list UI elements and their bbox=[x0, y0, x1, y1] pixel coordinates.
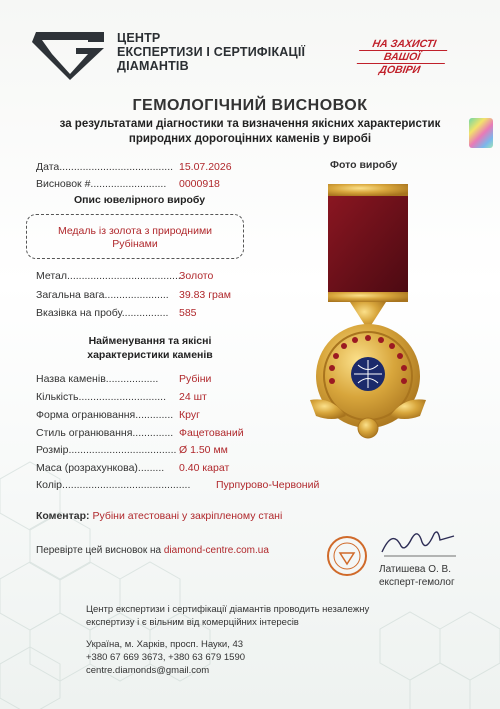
item-description-heading: Опис ювелірного виробу bbox=[74, 194, 206, 206]
document-title: ГЕМОЛОГІЧНИЙ ВИСНОВОК bbox=[132, 97, 368, 114]
footer-note: Центр експертизи і сертифікації діамантів проводить незалежну експертизу і є вільним від комерційних інтересів bbox=[86, 604, 370, 628]
mass-row: Маса (розрахункова)......... 0.40 карат bbox=[36, 462, 230, 474]
cut-style-row: Стиль огранювання.............. Фацетований bbox=[36, 427, 244, 439]
slogan: НА ЗАХИСТІ ВАШОЇ ДОВІРИ bbox=[353, 38, 452, 76]
verify-website-link[interactable]: diamond-centre.com.ua bbox=[163, 545, 269, 556]
diamond-logo-icon bbox=[30, 28, 110, 82]
contacts bbox=[86, 638, 245, 677]
hallmark-row: Вказівка на пробу................ 585 bbox=[36, 307, 197, 319]
date-value: 15.07.2026 bbox=[179, 161, 232, 173]
item-description-box: Медаль із золота з природними Рубінами bbox=[26, 214, 244, 259]
number-row: Висновок #.......................... 0000918 bbox=[36, 178, 220, 190]
size-row: Розмір..................................... Ø 1.50 мм bbox=[36, 444, 228, 456]
seal-stamp-icon bbox=[326, 535, 368, 577]
number-value: 0000918 bbox=[179, 178, 220, 190]
signer-name: Латишева О. В. bbox=[379, 564, 451, 575]
phones: +380 67 669 3673, +380 63 679 1590 bbox=[86, 652, 246, 663]
weight-row: Загальна вага...................... 39.83 грам bbox=[36, 289, 231, 301]
document-subtitle: за результатами діагностики та визначення якісних характеристик природних дорогоцінних каменів у виробі bbox=[59, 118, 441, 145]
color-row: Колір............................................ Пурпурово-Червоний bbox=[36, 479, 320, 491]
metal-row: Метал........................................ Золото bbox=[36, 270, 214, 282]
email-link[interactable]: centre.diamonds@gmail.com bbox=[86, 665, 210, 676]
address: Україна, м. Харків, просп. Науки, 43 bbox=[86, 639, 244, 650]
stones-heading: Найменування та якісні характеристики каменів bbox=[87, 335, 213, 361]
signer-role: експерт-гемолог bbox=[379, 577, 455, 588]
photo-label: Фото виробу bbox=[330, 159, 398, 171]
comment-row: Коментар: Рубіни атестовані у закріпленому стані bbox=[36, 510, 283, 522]
medal-photo bbox=[302, 170, 440, 455]
signer-block bbox=[379, 563, 455, 589]
stone-name-row: Назва каменів.................. Рубіни bbox=[36, 373, 212, 385]
organization-name: ЦЕНТР ЕКСПЕРТИЗИ І СЕРТИФІКАЦІЇ ДІАМАНТІВ bbox=[117, 31, 306, 73]
cut-shape-row: Форма огранювання............. Круг bbox=[36, 409, 200, 421]
verify-row: Перевірте цей висновок на diamond-centre.com.ua bbox=[36, 545, 269, 556]
stone-count-row: Кількість.............................. 24 шт bbox=[36, 391, 207, 403]
date-row: Дата....................................... 15.07.2026 bbox=[36, 161, 232, 173]
signature bbox=[378, 524, 458, 560]
hologram-sticker-icon bbox=[469, 118, 493, 148]
